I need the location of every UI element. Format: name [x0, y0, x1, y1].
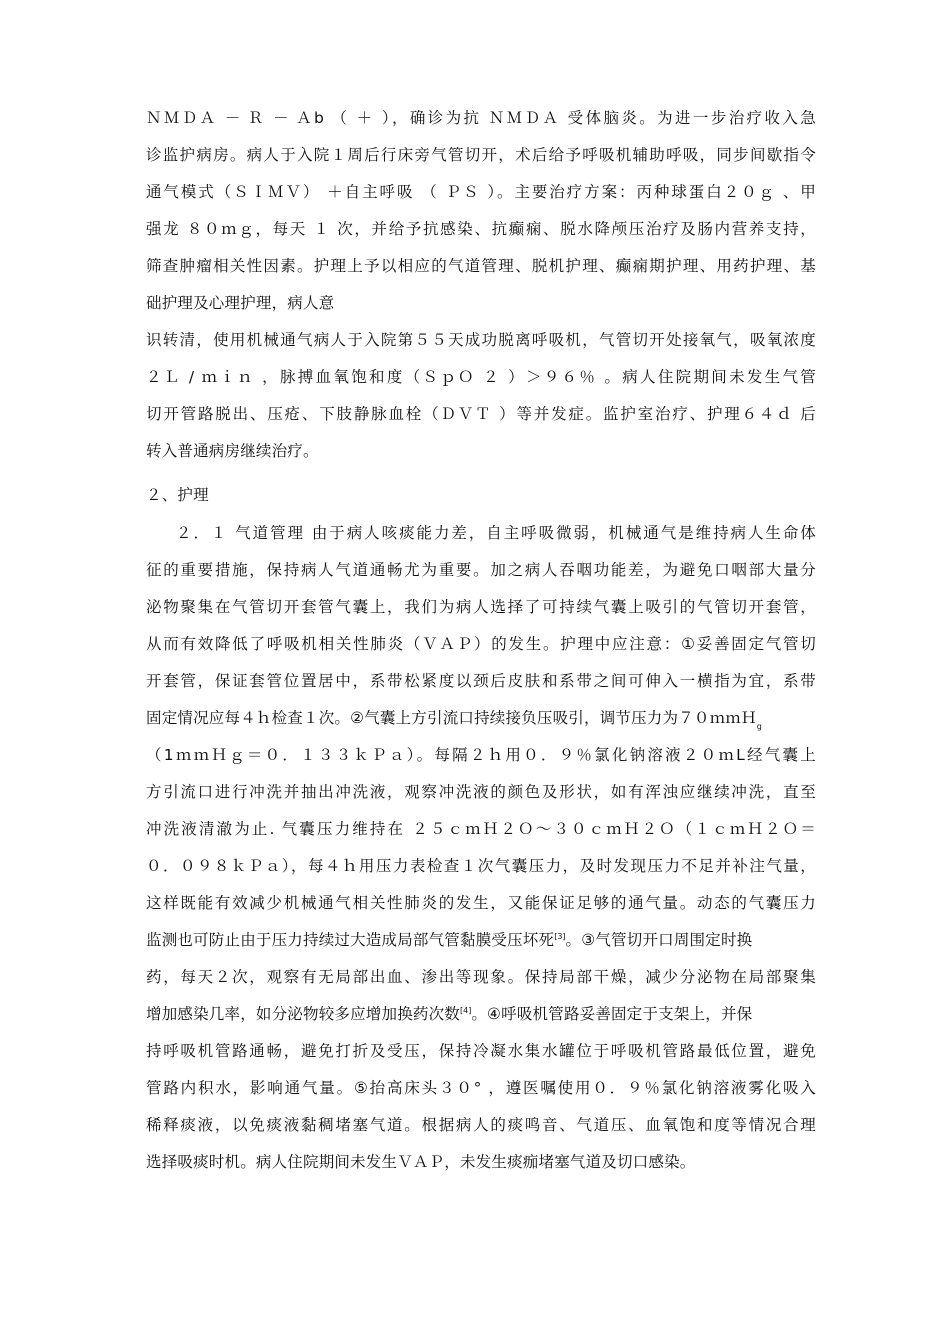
paragraph-3-line-17: 稀释痰液，以免痰液黏稠堵塞气道。根据病人的痰鸣音、气道压、血氧饱和度等情况合理	[146, 1116, 816, 1134]
section-heading: ２、护理	[146, 486, 209, 504]
paragraph-3-line-14	[146, 1004, 816, 1024]
paragraph-2-line-1: 识转清，使用机械通气病人于入院第５５天成功脱离呼吸机，气管切开处接氧气，吸氧浓度	[146, 331, 816, 349]
paragraph-3-line-8: 方引流口进行冲洗并抽出冲洗液，观察冲洗液的颜色及形状，如有浑浊应继续冲洗，直至	[146, 783, 816, 801]
paragraph-2-line-2: ２Ｌ / ｍｉｎ ，脉搏血氧饱和度（ＳｐＯ ２ ）＞９６％ 。病人住院期间未发生气管	[146, 368, 816, 386]
paragraph-3-line-11: 这样既能有效减少机械通气相关性肺炎的发生，又能保证足够的通气量。动态的气囊压力	[146, 894, 816, 912]
paragraph-3-line-4: 从而有效降低了呼吸机相关性肺炎（ＶＡＰ）的发生。护理中应注意：①妥善固定气管切	[146, 635, 816, 653]
paragraph-1-line-2: 诊监护病房。病人于入院１周后行床旁气管切开，术后给予呼吸机辅助呼吸，同步间歇指令	[146, 146, 816, 164]
paragraph-2-line-4: 转入普通病房继续治疗。	[146, 442, 319, 460]
paragraph-3-line-10: ０．０９８ｋＰａ），每４ｈ用压力表检查１次气囊压力，及时发现压力不足并补注气量，	[146, 857, 816, 875]
paragraph-1-line-5: 筛查肿瘤相关性因素。护理上予以相应的气道管理、脱机护理、癫痫期护理、用药护理、基	[146, 257, 816, 275]
line-14-text-a: 增加感染几率，如分泌物较多应增加换药次数	[146, 1005, 461, 1023]
paragraph-1-line-6: 础护理及心理护理，病人意	[146, 294, 335, 312]
paragraph-3-line-18: 选择吸痰时机。病人住院期间未发生ＶＡＰ，未发生痰痂堵塞气道及切口感染。	[146, 1153, 696, 1171]
paragraph-3-line-1: ２．１ 气道管理 由于病人咳痰能力差，自主呼吸微弱，机械通气是维持病人生命体	[176, 524, 816, 542]
paragraph-3-line-3: 泌物聚集在气管切开套管气囊上，我们为病人选择了可持续气囊上吸引的气管切开套管，	[146, 598, 816, 616]
paragraph-1-line-4: 强龙 ８０ｍｇ，每天 １ 次，并给予抗感染、抗癫痫、脱水降颅压治疗及肠内营养支持，	[146, 220, 816, 238]
line-12-text-b: 。③气管切开口周围定时换	[565, 931, 753, 949]
paragraph-3-line-6	[146, 708, 816, 731]
paragraph-3-line-16: 管路内积水，影响通气量。⑤抬高床头３０° ，遵医嘱使用０．９％氯化钠溶液雾化吸入	[146, 1079, 816, 1097]
line-6-text: 固定情况应每４ｈ检查１次。②气囊上方引流口持续接负压吸引，调节压力为７０ｍｍＨ	[146, 709, 757, 727]
paragraph-3-line-12	[146, 930, 816, 950]
line-12-text-a: 监测也可防止由于压力持续过大造成局部气管黏膜受压坏死	[146, 931, 555, 949]
subscript-g: g	[756, 722, 762, 731]
line-14-text-b: 。④呼吸机管路妥善固定于支架上，并保	[471, 1005, 753, 1023]
paragraph-3-line-13: 药，每天２次，观察有无局部出血、渗出等现象。保持局部干燥，减少分泌物在局部聚集	[146, 968, 816, 986]
paragraph-2-line-3: 切开管路脱出、压疮、下肢静脉血栓（ＤＶＴ ）等并发症。监护室治疗、护理６４ｄ 后	[146, 405, 816, 423]
paragraph-3-line-7: （1ｍｍＨｇ＝０．１３３ｋＰａ）。每隔２ｈ用０．９％氯化钠溶液２０ｍL经气囊上	[146, 746, 816, 764]
paragraph-1-line-3: 通气模式（ＳＩＭＶ） ＋自主呼吸 （ ＰＳ ）。主要治疗方案：丙种球蛋白２０ｇ 、甲	[146, 183, 816, 201]
paragraph-3-line-5: 开套管，保证套管位置居中，系带松紧度以颈后皮肤和系带之间可伸入一横指为宜，系带	[146, 672, 816, 690]
reference-4[interactable]: [4]	[460, 1006, 472, 1015]
reference-3[interactable]: [3]	[554, 932, 566, 941]
paragraph-3-line-15: 持呼吸机管路通畅，避免打折及受压，保持冷凝水集水罐位于呼吸机管路最低位置，避免	[146, 1042, 816, 1060]
paragraph-3-line-2: 征的重要措施，保持病人气道通畅尤为重要。加之病人吞咽功能差，为避免口咽部大量分	[146, 561, 816, 579]
paragraph-3-line-9: 冲洗液清澈为止. 气囊压力维持在 ２５ｃｍＨ２Ｏ～３０ｃｍＨ２Ｏ（１ｃｍＨ２Ｏ＝	[146, 820, 816, 838]
paragraph-1-line-1: ＮＭＤＡ － Ｒ － Ａb （ ＋ ），确诊为抗 ＮＭＤＡ 受体脑炎。为进一步治疗收入急	[146, 109, 816, 127]
